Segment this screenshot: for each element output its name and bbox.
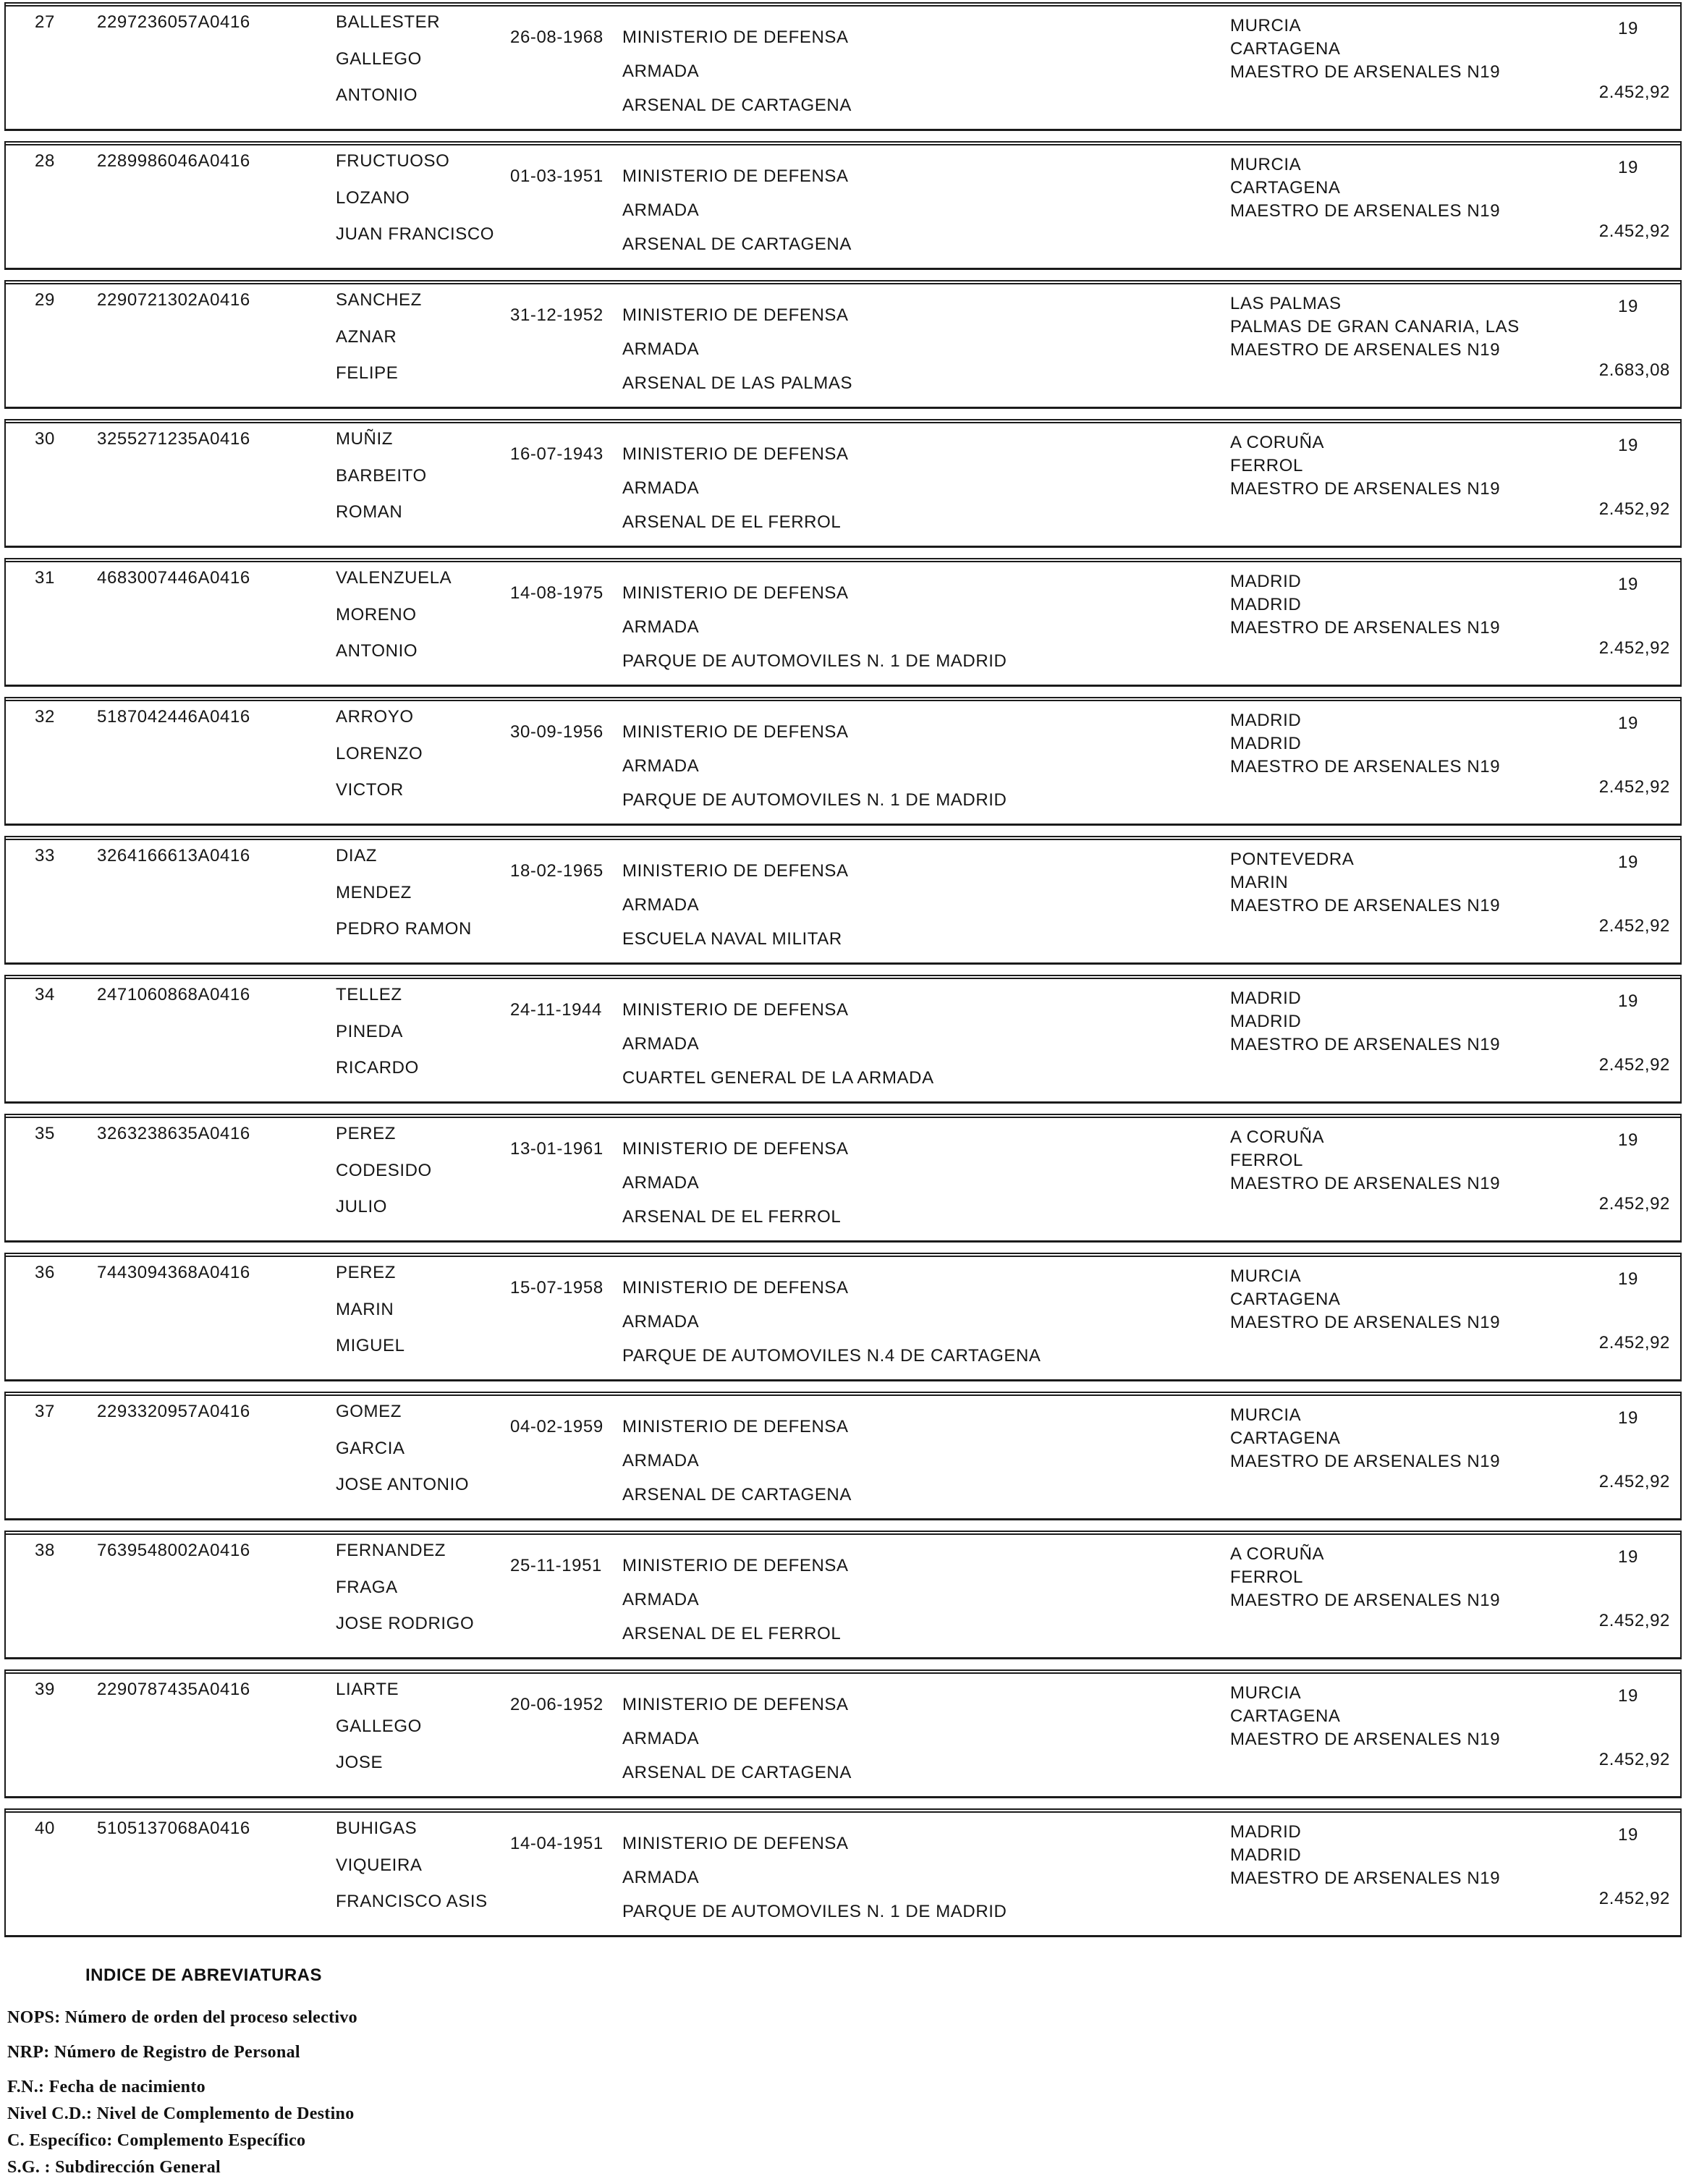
cell-nops: 35 [35,1124,55,1143]
cell-complemento-amount: 2.452,92 [1598,1472,1670,1491]
cell-first-surname: FERNANDEZ [336,1541,446,1560]
cell-second-surname: PINEDA [336,1022,403,1041]
cell-given-name: ANTONIO [336,641,418,661]
cell-given-name: MIGUEL [336,1336,405,1355]
cell-nops: 36 [35,1263,55,1282]
cell-birth-date: 14-08-1975 [510,583,603,603]
cell-nivel-cd: 19 [1618,1825,1638,1845]
cell-nivel-cd: 19 [1618,158,1638,177]
cell-complemento-amount: 2.452,92 [1598,499,1670,519]
cell-destination: ESCUELA NAVAL MILITAR [622,929,842,949]
cell-province: MURCIA [1230,1405,1302,1425]
table-row [4,1114,1682,1243]
abbreviation-item: C. Específico: Complemento Específico [7,2131,306,2150]
cell-post: MAESTRO DE ARSENALES N19 [1230,201,1501,221]
cell-second-surname: AZNAR [336,327,397,347]
cell-complemento-amount: 2.452,92 [1598,1889,1670,1908]
cell-nrp: 3263238635A0416 [97,1124,250,1143]
cell-destination: ARSENAL DE EL FERROL [622,1207,842,1227]
cell-branch: ARMADA [622,339,700,359]
cell-locality: PALMAS DE GRAN CANARIA, LAS [1230,317,1520,337]
cell-birth-date: 31-12-1952 [510,305,603,325]
cell-province: LAS PALMAS [1230,294,1342,313]
cell-complemento-amount: 2.452,92 [1598,1750,1670,1769]
cell-ministry: MINISTERIO DE DEFENSA [622,583,849,603]
cell-province: MURCIA [1230,1683,1302,1703]
cell-second-surname: CODESIDO [336,1161,432,1180]
cell-destination: ARSENAL DE LAS PALMAS [622,373,853,393]
cell-second-surname: MENDEZ [336,883,412,902]
cell-given-name: JOSE [336,1753,384,1772]
cell-ministry: MINISTERIO DE DEFENSA [622,1000,849,1020]
cell-locality: CARTAGENA [1230,1429,1341,1448]
table-row [4,558,1682,687]
cell-nops: 40 [35,1819,55,1838]
cell-province: A CORUÑA [1230,1544,1325,1564]
cell-nivel-cd: 19 [1618,1408,1638,1428]
cell-nops: 33 [35,846,55,865]
cell-birth-date: 20-06-1952 [510,1695,603,1714]
cell-branch: ARMADA [622,895,700,915]
cell-complemento-amount: 2.452,92 [1598,916,1670,936]
cell-birth-date: 16-07-1943 [510,444,603,464]
cell-destination: ARSENAL DE CARTAGENA [622,96,852,115]
cell-birth-date: 14-04-1951 [510,1834,603,1853]
cell-first-surname: PEREZ [336,1124,397,1143]
cell-ministry: MINISTERIO DE DEFENSA [622,861,849,881]
cell-nivel-cd: 19 [1618,852,1638,872]
cell-post: MAESTRO DE ARSENALES N19 [1230,62,1501,82]
cell-complemento-amount: 2.683,08 [1598,360,1670,380]
cell-nivel-cd: 19 [1618,297,1638,316]
cell-locality: FERROL [1230,1567,1303,1587]
cell-ministry: MINISTERIO DE DEFENSA [622,1417,849,1436]
cell-nivel-cd: 19 [1618,1130,1638,1150]
cell-given-name: JUAN FRANCISCO [336,224,495,244]
abbreviations-list [0,2007,1686,2178]
cell-given-name: FRANCISCO ASIS [336,1892,488,1911]
cell-first-surname: FRUCTUOSO [336,151,450,171]
cell-nrp: 2289986046A0416 [97,151,250,171]
cell-post: MAESTRO DE ARSENALES N19 [1230,479,1501,499]
cell-second-surname: MARIN [336,1300,394,1319]
cell-post: MAESTRO DE ARSENALES N19 [1230,896,1501,915]
cell-nrp: 7443094368A0416 [97,1263,250,1282]
cell-nops: 27 [35,12,55,32]
cell-ministry: MINISTERIO DE DEFENSA [622,1556,849,1575]
cell-province: MADRID [1230,711,1302,730]
table-row [4,697,1682,826]
cell-locality: MADRID [1230,1012,1302,1031]
personnel-table [4,2,1682,1947]
cell-first-surname: BUHIGAS [336,1819,418,1838]
cell-nivel-cd: 19 [1618,575,1638,594]
cell-birth-date: 04-02-1959 [510,1417,603,1436]
cell-nivel-cd: 19 [1618,714,1638,733]
cell-nops: 30 [35,429,55,449]
cell-destination: ARSENAL DE EL FERROL [622,512,842,532]
cell-second-surname: BARBEITO [336,466,427,486]
abbreviation-item: NRP: Número de Registro de Personal [7,2043,300,2062]
cell-nrp: 3264166613A0416 [97,846,250,865]
cell-first-surname: LIARTE [336,1680,399,1699]
cell-given-name: JOSE RODRIGO [336,1614,475,1633]
cell-second-surname: MORENO [336,605,417,625]
cell-destination: PARQUE DE AUTOMOVILES N. 1 DE MADRID [622,1902,1007,1921]
cell-nops: 34 [35,985,55,1004]
cell-second-surname: LORENZO [336,744,423,763]
cell-post: MAESTRO DE ARSENALES N19 [1230,1730,1501,1749]
cell-locality: MARIN [1230,873,1289,892]
cell-branch: ARMADA [622,756,700,776]
table-row [4,141,1682,270]
cell-post: MAESTRO DE ARSENALES N19 [1230,340,1501,360]
cell-given-name: ANTONIO [336,85,418,105]
table-row [4,2,1682,131]
cell-nrp: 5105137068A0416 [97,1819,250,1838]
cell-locality: FERROL [1230,1151,1303,1170]
cell-destination: ARSENAL DE CARTAGENA [622,1763,852,1782]
cell-branch: ARMADA [622,1590,700,1609]
cell-province: A CORUÑA [1230,1127,1325,1147]
abbreviations-title: INDICE DE ABREVIATURAS [85,1965,323,1985]
cell-birth-date: 25-11-1951 [510,1556,602,1575]
cell-nops: 31 [35,568,55,588]
abbreviation-item: Nivel C.D.: Nivel de Complemento de Destino [7,2104,355,2123]
cell-province: MURCIA [1230,155,1302,174]
cell-complemento-amount: 2.452,92 [1598,1611,1670,1630]
cell-given-name: JULIO [336,1197,388,1216]
cell-second-surname: LOZANO [336,188,410,208]
abbreviation-item: F.N.: Fecha de nacimiento [7,2078,206,2096]
cell-ministry: MINISTERIO DE DEFENSA [622,722,849,742]
cell-branch: ARMADA [622,1173,700,1193]
cell-given-name: RICARDO [336,1058,419,1078]
table-row [4,1531,1682,1659]
cell-nrp: 7639548002A0416 [97,1541,250,1560]
cell-nops: 38 [35,1541,55,1560]
cell-nops: 28 [35,151,55,171]
cell-first-surname: GOMEZ [336,1402,402,1421]
cell-province: MURCIA [1230,1266,1302,1286]
cell-destination: PARQUE DE AUTOMOVILES N. 1 DE MADRID [622,790,1007,810]
table-row [4,975,1682,1104]
cell-first-surname: SANCHEZ [336,290,422,310]
cell-nivel-cd: 19 [1618,991,1638,1011]
cell-post: MAESTRO DE ARSENALES N19 [1230,618,1501,638]
cell-ministry: MINISTERIO DE DEFENSA [622,1834,849,1853]
cell-province: MADRID [1230,1822,1302,1842]
cell-nops: 29 [35,290,55,310]
table-row [4,1669,1682,1798]
cell-branch: ARMADA [622,1729,700,1748]
cell-post: MAESTRO DE ARSENALES N19 [1230,757,1501,776]
cell-ministry: MINISTERIO DE DEFENSA [622,1278,849,1298]
cell-branch: ARMADA [622,478,700,498]
cell-first-surname: BALLESTER [336,12,441,32]
cell-branch: ARMADA [622,1451,700,1470]
cell-ministry: MINISTERIO DE DEFENSA [622,27,849,47]
cell-second-surname: FRAGA [336,1578,398,1597]
cell-complemento-amount: 2.452,92 [1598,1333,1670,1353]
cell-ministry: MINISTERIO DE DEFENSA [622,166,849,186]
cell-locality: CARTAGENA [1230,1706,1341,1726]
cell-birth-date: 26-08-1968 [510,27,603,47]
cell-post: MAESTRO DE ARSENALES N19 [1230,1868,1501,1888]
cell-given-name: JOSE ANTONIO [336,1475,470,1494]
cell-post: MAESTRO DE ARSENALES N19 [1230,1313,1501,1332]
cell-nops: 32 [35,707,55,727]
cell-destination: ARSENAL DE CARTAGENA [622,234,852,254]
cell-locality: MADRID [1230,595,1302,614]
cell-nivel-cd: 19 [1618,1686,1638,1706]
cell-locality: CARTAGENA [1230,39,1341,59]
cell-given-name: PEDRO RAMON [336,919,472,939]
cell-nrp: 2290787435A0416 [97,1680,250,1699]
cell-nrp: 2297236057A0416 [97,12,250,32]
cell-branch: ARMADA [622,62,700,81]
cell-destination: CUARTEL GENERAL DE LA ARMADA [622,1068,934,1088]
cell-complemento-amount: 2.452,92 [1598,1194,1670,1214]
table-row [4,280,1682,409]
cell-birth-date: 24-11-1944 [510,1000,602,1020]
cell-nrp: 5187042446A0416 [97,707,250,727]
table-row [4,1392,1682,1520]
cell-complemento-amount: 2.452,92 [1598,82,1670,102]
cell-post: MAESTRO DE ARSENALES N19 [1230,1452,1501,1471]
abbreviations-index [0,1965,1686,2184]
cell-complemento-amount: 2.452,92 [1598,638,1670,658]
cell-nops: 39 [35,1680,55,1699]
cell-ministry: MINISTERIO DE DEFENSA [622,305,849,325]
cell-ministry: MINISTERIO DE DEFENSA [622,1695,849,1714]
cell-nrp: 2471060868A0416 [97,985,250,1004]
cell-locality: FERROL [1230,456,1303,475]
cell-locality: MADRID [1230,734,1302,753]
cell-branch: ARMADA [622,617,700,637]
cell-nrp: 2293320957A0416 [97,1402,250,1421]
cell-nivel-cd: 19 [1618,1269,1638,1289]
cell-nivel-cd: 19 [1618,436,1638,455]
cell-province: A CORUÑA [1230,433,1325,452]
cell-birth-date: 30-09-1956 [510,722,603,742]
cell-first-surname: MUÑIZ [336,429,393,449]
cell-second-surname: GALLEGO [336,49,422,69]
table-row [4,836,1682,965]
cell-branch: ARMADA [622,1868,700,1887]
cell-birth-date: 01-03-1951 [510,166,603,186]
cell-ministry: MINISTERIO DE DEFENSA [622,444,849,464]
cell-branch: ARMADA [622,200,700,220]
cell-province: MURCIA [1230,16,1302,35]
cell-nops: 37 [35,1402,55,1421]
cell-province: PONTEVEDRA [1230,850,1355,869]
cell-complemento-amount: 2.452,92 [1598,1055,1670,1075]
cell-destination: PARQUE DE AUTOMOVILES N. 1 DE MADRID [622,651,1007,671]
cell-given-name: ROMAN [336,502,403,522]
cell-first-surname: ARROYO [336,707,414,727]
cell-complemento-amount: 2.452,92 [1598,221,1670,241]
cell-ministry: MINISTERIO DE DEFENSA [622,1139,849,1159]
cell-province: MADRID [1230,989,1302,1008]
table-row [4,419,1682,548]
cell-birth-date: 18-02-1965 [510,861,603,881]
cell-second-surname: VIQUEIRA [336,1855,423,1875]
cell-nrp: 2290721302A0416 [97,290,250,310]
cell-first-surname: VALENZUELA [336,568,452,588]
cell-nrp: 4683007446A0416 [97,568,250,588]
cell-post: MAESTRO DE ARSENALES N19 [1230,1591,1501,1610]
cell-second-surname: GALLEGO [336,1717,422,1736]
cell-locality: MADRID [1230,1845,1302,1865]
cell-branch: ARMADA [622,1034,700,1054]
cell-second-surname: GARCIA [336,1439,405,1458]
cell-post: MAESTRO DE ARSENALES N19 [1230,1174,1501,1193]
abbreviation-item: S.G. : Subdirección General [7,2158,221,2177]
cell-branch: ARMADA [622,1312,700,1332]
cell-first-surname: DIAZ [336,846,378,865]
cell-province: MADRID [1230,572,1302,591]
cell-given-name: VICTOR [336,780,404,800]
cell-destination: ARSENAL DE EL FERROL [622,1624,842,1643]
cell-given-name: FELIPE [336,363,399,383]
cell-destination: ARSENAL DE CARTAGENA [622,1485,852,1504]
cell-complemento-amount: 2.452,92 [1598,777,1670,797]
cell-nivel-cd: 19 [1618,19,1638,38]
cell-birth-date: 13-01-1961 [510,1139,603,1159]
cell-post: MAESTRO DE ARSENALES N19 [1230,1035,1501,1054]
cell-first-surname: PEREZ [336,1263,397,1282]
cell-locality: CARTAGENA [1230,178,1341,198]
abbreviation-item: NOPS: Número de orden del proceso selectivo [7,2008,357,2027]
table-row [4,1808,1682,1937]
cell-birth-date: 15-07-1958 [510,1278,603,1298]
cell-first-surname: TELLEZ [336,985,402,1004]
table-row [4,1253,1682,1381]
cell-destination: PARQUE DE AUTOMOVILES N.4 DE CARTAGENA [622,1346,1041,1366]
cell-locality: CARTAGENA [1230,1290,1341,1309]
cell-nrp: 3255271235A0416 [97,429,250,449]
cell-nivel-cd: 19 [1618,1547,1638,1567]
